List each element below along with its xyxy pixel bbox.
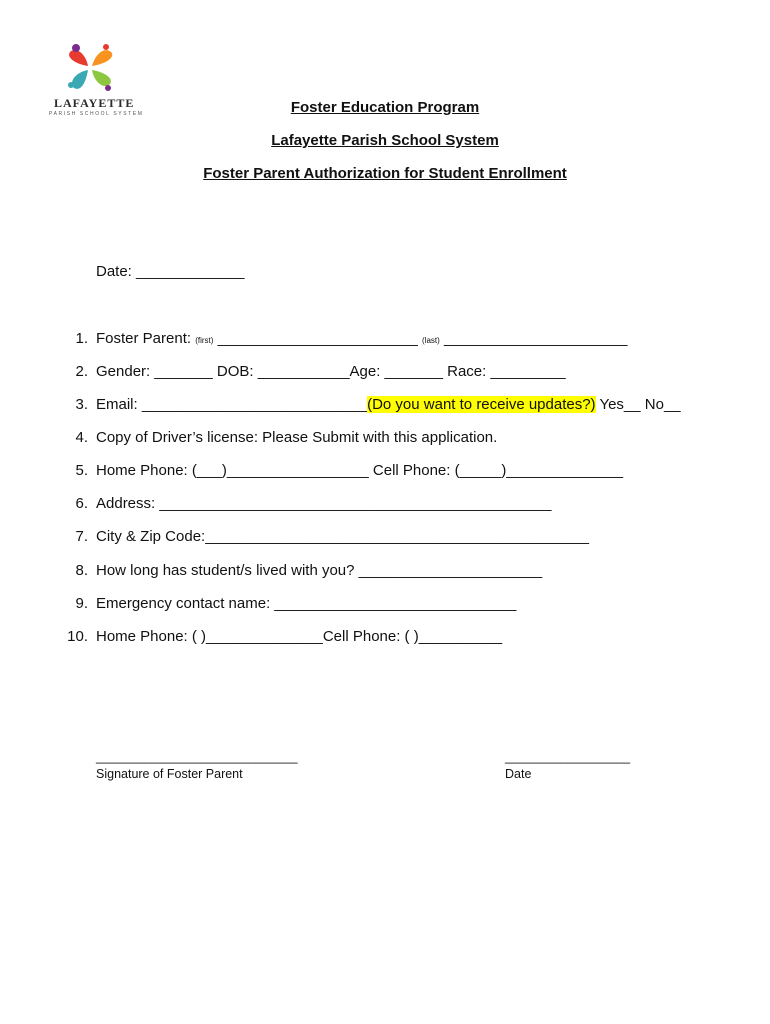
field-demographics[interactable] xyxy=(60,363,566,380)
form-title: Foster Parent Authorization for Student Enrollment xyxy=(203,165,567,182)
district-title: Lafayette Parish School System xyxy=(271,132,499,149)
last-name-hint: (last) xyxy=(422,336,440,345)
field-emergency-contact[interactable] xyxy=(60,595,516,612)
item-number: 1. xyxy=(75,330,88,347)
item-number: 7. xyxy=(75,528,88,545)
item-number: 9. xyxy=(75,595,88,612)
first-name-blank: ________________________ xyxy=(213,330,422,347)
item-number: 3. xyxy=(75,396,88,413)
item-number: 8. xyxy=(75,562,88,579)
field-phones[interactable] xyxy=(60,462,623,479)
signature-date-line[interactable]: __________________ xyxy=(505,750,631,764)
field-duration[interactable] xyxy=(60,562,542,579)
first-name-hint: (first) xyxy=(195,336,214,345)
field-drivers-license xyxy=(60,429,497,446)
yes-no-choice[interactable]: Yes__ No__ xyxy=(595,396,681,413)
signature-label: Signature of Foster Parent xyxy=(96,767,243,781)
field-address[interactable] xyxy=(60,495,551,512)
field-text: Email: ___________________________ xyxy=(96,396,368,413)
program-title: Foster Education Program xyxy=(290,99,480,116)
signature-date-label: Date xyxy=(505,767,532,781)
field-text: Emergency contact name: _____________________________ xyxy=(96,595,517,612)
logo-wordmark: LAFAYETTE xyxy=(54,96,135,110)
field-text: City & Zip Code:______________________________________________ xyxy=(96,528,589,545)
pinwheel-logo-icon xyxy=(44,40,136,96)
item-number: 5. xyxy=(75,462,88,479)
item-number: 4. xyxy=(75,429,88,446)
date-field[interactable]: Date: _____________ xyxy=(96,263,245,280)
field-label: Foster Parent: xyxy=(96,330,196,347)
field-text: Home Phone: ( )______________Cell Phone: ( )__________ xyxy=(96,628,503,645)
signature-line[interactable]: _____________________________ xyxy=(96,750,298,764)
item-number: 2. xyxy=(75,363,88,380)
field-text: Copy of Driver’s license: Please Submit with this application. xyxy=(96,429,498,446)
field-foster-parent[interactable] xyxy=(60,330,627,347)
field-email[interactable] xyxy=(60,396,681,413)
field-text: Gender: _______ DOB: ___________Age: _______ Race: _________ xyxy=(96,363,566,380)
item-number: 6. xyxy=(75,495,88,512)
updates-question-highlight: (Do you want to receive updates?) xyxy=(367,396,596,413)
last-name-blank: ______________________ xyxy=(439,330,628,347)
item-number: 10. xyxy=(67,628,88,645)
field-text: Home Phone: (___)_________________ Cell Phone: (_____)______________ xyxy=(96,462,624,479)
field-emergency-phones[interactable] xyxy=(60,628,502,645)
logo-subtitle: PARISH SCHOOL SYSTEM xyxy=(49,111,144,117)
field-text: Address: _______________________________________________ xyxy=(96,495,552,512)
field-text: How long has student/s lived with you? ______________________ xyxy=(96,562,543,579)
field-city-zip[interactable] xyxy=(60,528,589,545)
